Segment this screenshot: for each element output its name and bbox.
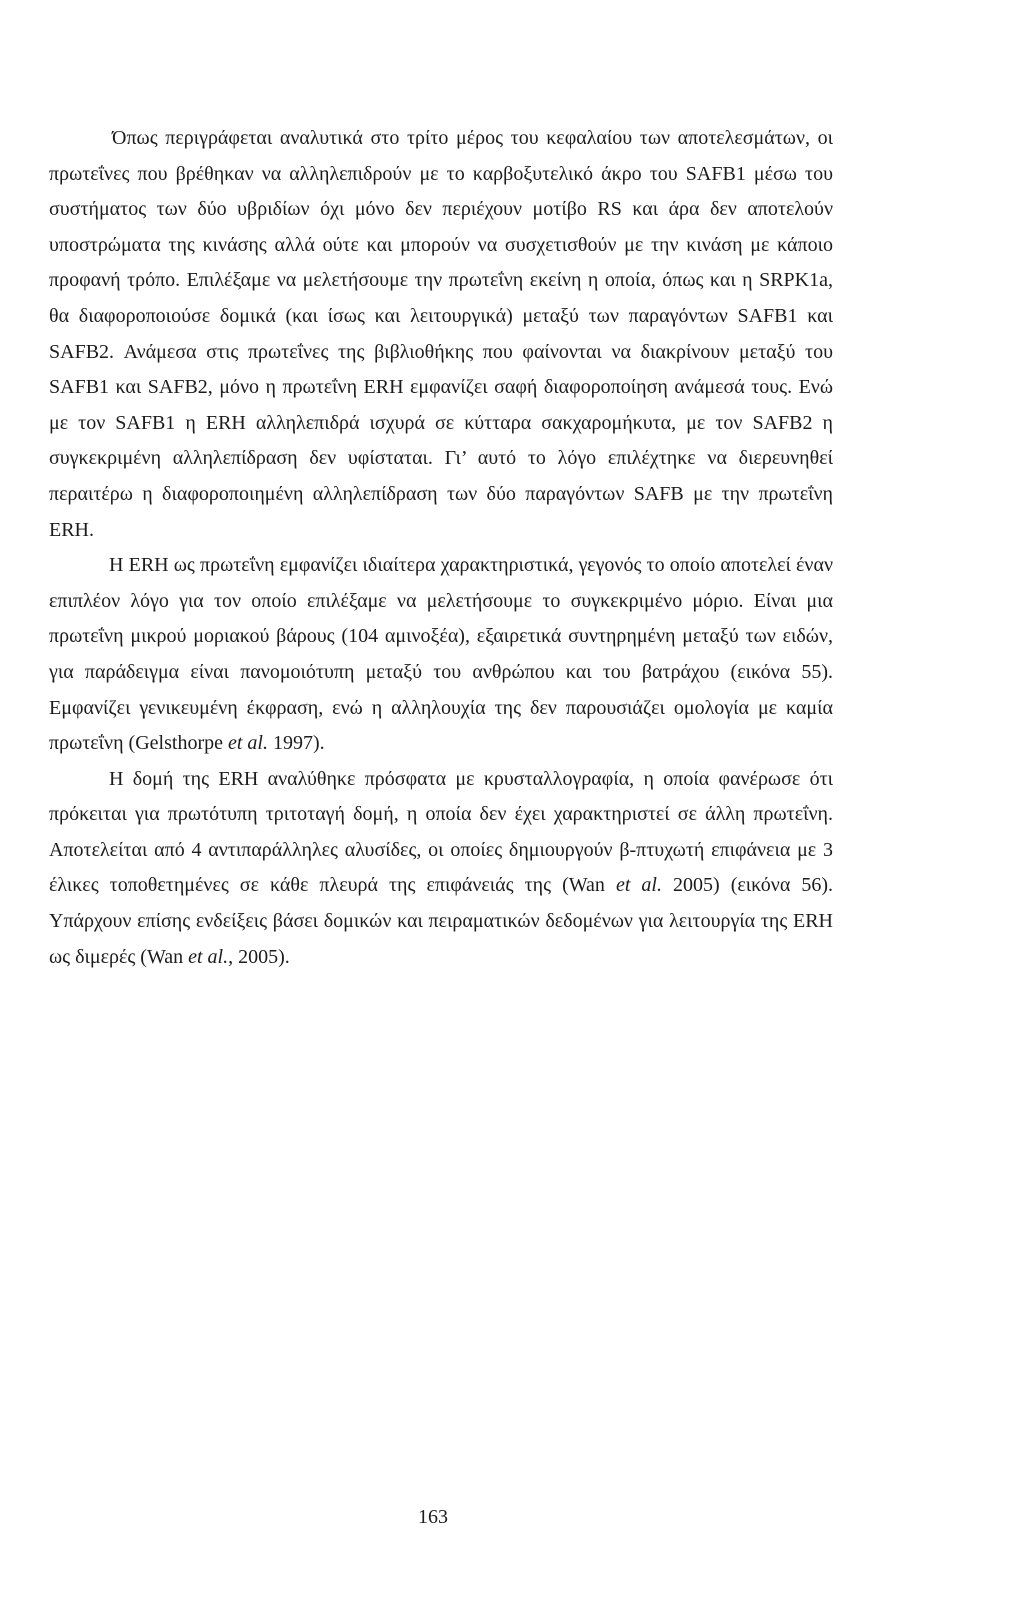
- paragraph-3: Η δομή της ERH αναλύθηκε πρόσφατα με κρυσταλλογραφία, η οποία φανέρωσε ότι πρόκειται για πρωτότυπη τριτοταγή δομή, η οποία δεν έχει χαρακτηριστεί σε άλλη πρωτεΐνη. Αποτελείται από 4 αντιπαράλληλες αλυσίδες, οι οποίες δημιουργούν β-πτυχωτή επιφάνεια με 3 έλικες τοποθετημένες σε κάθε πλευρά της επιφάνειάς της (Wan et al. 2005) (εικόνα 56). Υπάρχουν επίσης ενδείξεις βάσει δομικών και πειραματικών δεδομένων για λειτουργία της ERH ως διμερές (Wan et al., 2005).: [49, 767, 834, 968]
- paragraph-1: Όπως περιγράφεται αναλυτικά στο τρίτο μέρος του κεφαλαίου των αποτελεσμάτων, οι πρωτεΐνες που βρέθηκαν να αλληλεπιδρούν με το καρβοξυτελικό άκρο του SAFB1 μέσω του συστήματος των δύο υβριδίων όχι μόνο δεν περιέχουν μοτίβο RS και άρα δεν αποτελούν υποστρώματα της κινάσης αλλά ούτε και μπορούν να συσχετισθούν με την κινάση με κάποιο προφανή τρόπο. Επιλέξαμε να μελετήσουμε την πρωτεΐνη εκείνη η οποία, όπως και η SRPK1a, θα διαφοροποιούσε δομικά (και ίσως και λειτουργικά) μεταξύ των παραγόντων SAFB1 και SAFB2. Ανάμεσα στις πρωτεΐνες της βιβλιοθήκης που φαίνονται να διακρίνουν μεταξύ του SAFB1 και SAFB2, μόνο η πρωτεΐνη ERH εμφανίζει σαφή διαφοροποίηση ανάμεσά τους. Ενώ με τον SAFB1 η ERH αλληλεπιδρά ισχυρά σε κύτταρα σακχαρομήκυτα, με τον SAFB2 η συγκεκριμένη αλληλεπίδραση δεν υφίσταται. Γι’ αυτό το λόγο επιλέχτηκε να διερευνηθεί περαιτέρω η διαφοροποιημένη αλληλεπίδραση των δύο παραγόντων SAFB με την πρωτεΐνη ERH.: [49, 127, 833, 541]
- body-text: [49, 121, 833, 975]
- page-number: 163: [418, 1506, 448, 1528]
- paragraph-2: Η ERH ως πρωτεΐνη εμφανίζει ιδιαίτερα χαρακτηριστικά, γεγονός το οποίο αποτελεί έναν επιπλέον λόγο για τον οποίο επιλέξαμε να μελετήσουμε το συγκεκριμένο μόριο. Είναι μια πρωτεΐνη μικρού μοριακού βάρους (104 αμινοξέα), εξαιρετικά συντηρημένη μεταξύ των ειδών, για παράδειγμα είναι πανομοιότυπη μεταξύ του ανθρώπου και του βατράχου (εικόνα 55). Εμφανίζει γενικευμένη έκφραση, ενώ η αλληλουχία της δεν παρουσιάζει ομολογία με καμία πρωτεΐνη (Gelsthorpe et al. 1997).: [49, 554, 833, 755]
